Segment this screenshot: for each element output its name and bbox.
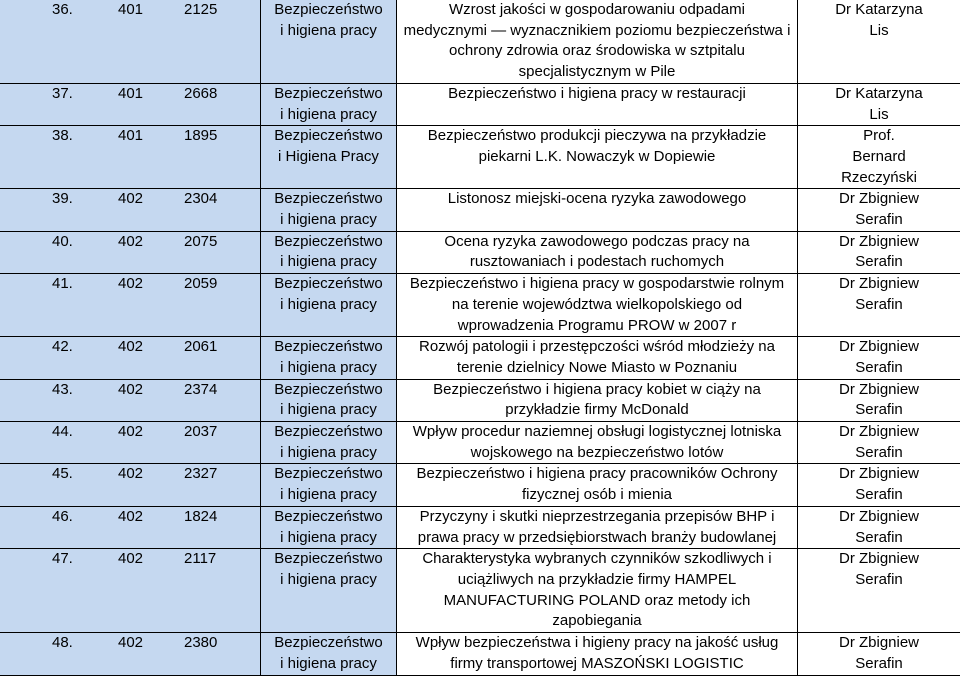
row-number: 40. xyxy=(52,232,73,250)
promoter-cell xyxy=(798,0,960,83)
thesis-title-line: rusztowaniach i podestach ruchomych xyxy=(469,253,725,271)
thesis-title-line: wprowadzenia Programu PROW w 2007 r xyxy=(457,316,737,334)
thesis-title-line: uciążliwych na przykładzie firmy HAMPEL xyxy=(457,570,737,588)
specialty-code: 402 xyxy=(118,275,144,293)
thesis-number: 2304 xyxy=(184,190,218,208)
number-cell xyxy=(0,189,261,231)
thesis-title-line: Rozwój patologii i przestępczości wśród młodzieży na xyxy=(419,338,775,356)
promoter-line: Dr Katarzyna xyxy=(835,84,923,102)
thesis-title-line: przykładzie firmy McDonald xyxy=(505,401,689,419)
specialty-line: Bezpieczeństwo xyxy=(274,84,383,102)
specialty-code: 402 xyxy=(118,423,144,441)
specialty-line: i higiena pracy xyxy=(280,358,377,376)
promoter-line: Serafin xyxy=(855,570,903,588)
promoter-line: Serafin xyxy=(855,401,903,419)
specialty-line: i higiena pracy xyxy=(280,253,377,271)
promoter-line: Dr Zbigniew xyxy=(838,634,920,652)
promoter-cell xyxy=(798,337,960,379)
specialty-line: i higiena pracy xyxy=(280,105,377,123)
title-cell xyxy=(397,189,798,231)
specialty-code: 402 xyxy=(118,634,144,652)
title-cell xyxy=(397,464,798,506)
number-cell xyxy=(0,126,261,189)
specialty-cell xyxy=(261,379,397,421)
promoter-line: Serafin xyxy=(855,443,903,461)
specialty-cell xyxy=(261,83,397,125)
table-row xyxy=(0,0,960,83)
specialty-line: i Higiena Pracy xyxy=(278,147,379,165)
row-number: 48. xyxy=(52,634,73,652)
title-cell xyxy=(397,379,798,421)
row-number: 47. xyxy=(52,550,73,568)
specialty-line: i higiena pracy xyxy=(280,528,377,546)
thesis-title-line: prawa pracy w przedsiębiorstwach branży budowlanej xyxy=(417,528,777,546)
specialty-code: 402 xyxy=(118,465,144,483)
specialty-line: i higiena pracy xyxy=(280,211,377,229)
row-identifiers xyxy=(0,232,260,253)
thesis-number: 2374 xyxy=(184,380,218,398)
thesis-number: 2075 xyxy=(184,232,218,250)
promoter-cell xyxy=(798,379,960,421)
specialty-code: 402 xyxy=(118,507,144,525)
promoter-line: Serafin xyxy=(855,253,903,271)
specialty-line: i higiena pracy xyxy=(280,401,377,419)
promoter-line: Serafin xyxy=(855,654,903,672)
number-cell xyxy=(0,633,261,675)
number-cell xyxy=(0,274,261,337)
thesis-title-line: Listonosz miejski-ocena ryzyka zawodowego xyxy=(447,190,747,208)
row-identifiers xyxy=(0,633,260,654)
title-cell xyxy=(397,633,798,675)
specialty-code: 402 xyxy=(118,380,144,398)
promoter-line: Dr Zbigniew xyxy=(838,232,920,250)
specialty-line: Bezpieczeństwo xyxy=(274,423,383,441)
specialty-line: Bezpieczeństwo xyxy=(274,465,383,483)
promoter-cell xyxy=(798,506,960,548)
table-row xyxy=(0,464,960,506)
specialty-line: i higiena pracy xyxy=(280,486,377,504)
thesis-number: 2037 xyxy=(184,423,218,441)
specialty-cell xyxy=(261,549,397,633)
thesis-title-line: fizycznej osób i mienia xyxy=(521,486,673,504)
title-cell xyxy=(397,126,798,189)
specialty-line: Bezpieczeństwo xyxy=(274,507,383,525)
row-identifiers xyxy=(0,189,260,210)
thesis-number: 2059 xyxy=(184,275,218,293)
promoter-line: Dr Katarzyna xyxy=(835,1,923,18)
number-cell xyxy=(0,549,261,633)
table-row xyxy=(0,506,960,548)
thesis-title-line: terenie dzielnicy Nowe Miasto w Poznaniu xyxy=(456,358,738,376)
promoter-line: Serafin xyxy=(855,358,903,376)
row-identifiers xyxy=(0,464,260,485)
number-cell xyxy=(0,0,261,83)
row-number: 43. xyxy=(52,380,73,398)
row-identifiers xyxy=(0,507,260,528)
table-row xyxy=(0,422,960,464)
table-row xyxy=(0,337,960,379)
promoter-line: Dr Zbigniew xyxy=(838,465,920,483)
thesis-number: 1895 xyxy=(184,127,218,145)
specialty-cell xyxy=(261,274,397,337)
promoter-cell xyxy=(798,633,960,675)
row-identifiers xyxy=(0,549,260,570)
thesis-number: 2380 xyxy=(184,634,218,652)
row-identifiers xyxy=(0,422,260,443)
thesis-number: 1824 xyxy=(184,507,218,525)
thesis-title-line: Bezpieczeństwo i higiena pracy w restauracji xyxy=(448,84,746,102)
thesis-title-line: specjalistycznym w Pile xyxy=(518,63,676,81)
thesis-title-line: zapobiegania xyxy=(552,612,642,630)
promoter-line: Dr Zbigniew xyxy=(838,338,920,356)
table-row xyxy=(0,189,960,231)
title-cell xyxy=(397,0,798,83)
number-cell xyxy=(0,231,261,273)
thesis-title-line: Bezpieczeństwo i higiena pracy w gospodarstwie rolnym xyxy=(409,275,785,293)
specialty-code: 402 xyxy=(118,338,144,356)
number-cell xyxy=(0,464,261,506)
specialty-line: Bezpieczeństwo xyxy=(274,232,383,250)
promoter-line: Serafin xyxy=(855,528,903,546)
thesis-title-line: na terenie województwa wielkopolskiego od xyxy=(451,295,743,313)
promoter-line: Dr Zbigniew xyxy=(838,380,920,398)
number-cell xyxy=(0,506,261,548)
row-identifiers xyxy=(0,337,260,358)
promoter-line: Bernard xyxy=(852,147,906,165)
promoter-cell xyxy=(798,189,960,231)
table-row xyxy=(0,231,960,273)
table-row xyxy=(0,549,960,633)
specialty-cell xyxy=(261,464,397,506)
thesis-title-line: Bezpieczeństwo i higiena pracy pracowników Ochrony xyxy=(416,465,778,483)
promoter-line: Rzeczyński xyxy=(841,168,917,186)
specialty-line: i higiena pracy xyxy=(280,443,377,461)
table-row xyxy=(0,274,960,337)
row-number: 36. xyxy=(52,1,73,18)
promoter-line: Lis xyxy=(869,105,889,123)
specialty-code: 401 xyxy=(118,127,144,145)
row-number: 46. xyxy=(52,507,73,525)
row-identifiers xyxy=(0,274,260,295)
specialty-line: i higiena pracy xyxy=(280,21,377,39)
specialty-cell xyxy=(261,0,397,83)
title-cell xyxy=(397,506,798,548)
row-number: 45. xyxy=(52,465,73,483)
specialty-line: i higiena pracy xyxy=(280,570,377,588)
specialty-cell xyxy=(261,231,397,273)
row-number: 44. xyxy=(52,423,73,441)
specialty-line: Bezpieczeństwo xyxy=(274,634,383,652)
row-identifiers xyxy=(0,84,260,105)
row-identifiers xyxy=(0,380,260,401)
row-identifiers xyxy=(0,126,260,147)
table-row xyxy=(0,83,960,125)
thesis-title-line: MANUFACTURING POLAND oraz metody ich xyxy=(443,591,751,609)
promoter-line: Dr Zbigniew xyxy=(838,275,920,293)
promoter-cell xyxy=(798,83,960,125)
thesis-title-line: Bezpieczeństwo i higiena pracy kobiet w ciąży na xyxy=(433,380,761,398)
table-row xyxy=(0,379,960,421)
specialty-line: Bezpieczeństwo xyxy=(274,550,383,568)
thesis-title-line: Wzrost jakości w gospodarowaniu odpadami xyxy=(449,1,745,18)
thesis-number: 2327 xyxy=(184,465,218,483)
promoter-cell xyxy=(798,126,960,189)
promoter-line: Dr Zbigniew xyxy=(838,507,920,525)
row-number: 38. xyxy=(52,127,73,145)
thesis-number: 2668 xyxy=(184,84,218,102)
promoter-cell xyxy=(798,422,960,464)
row-number: 39. xyxy=(52,190,73,208)
number-cell xyxy=(0,83,261,125)
thesis-title-line: Wpływ procedur naziemnej obsługi logistycznej lotniska xyxy=(412,423,782,441)
specialty-cell xyxy=(261,422,397,464)
thesis-title-line: piekarni L.K. Nowaczyk w Dopiewie xyxy=(478,147,716,165)
promoter-line: Dr Zbigniew xyxy=(838,550,920,568)
specialty-line: Bezpieczeństwo xyxy=(274,275,383,293)
thesis-title-line: medycznymi — wyznacznikiem poziomu bezpieczeństwa i xyxy=(403,21,791,39)
specialty-code: 402 xyxy=(118,232,144,250)
promoter-line: Prof. xyxy=(863,127,895,145)
thesis-title-line: wojskowego na bezpieczeństwo lotów xyxy=(470,443,724,461)
specialty-code: 402 xyxy=(118,190,144,208)
promoter-line: Serafin xyxy=(855,211,903,229)
thesis-title-line: Przyczyny i skutki nieprzestrzegania przepisów BHP i xyxy=(419,507,775,525)
specialty-cell xyxy=(261,337,397,379)
row-identifiers xyxy=(0,0,260,21)
row-number: 41. xyxy=(52,275,73,293)
thesis-title-line: ochrony zdrowia oraz środowiska w sztpitalu xyxy=(449,42,745,60)
title-cell xyxy=(397,83,798,125)
specialty-line: Bezpieczeństwo xyxy=(274,1,383,18)
specialty-cell xyxy=(261,126,397,189)
promoter-cell xyxy=(798,549,960,633)
number-cell xyxy=(0,337,261,379)
promoter-cell xyxy=(798,231,960,273)
specialty-code: 401 xyxy=(118,84,144,102)
thesis-title-line: Bezpieczeństwo produkcji pieczywa na przykładzie xyxy=(427,127,767,145)
thesis-number: 2125 xyxy=(184,1,218,18)
promoter-cell xyxy=(798,274,960,337)
specialty-cell xyxy=(261,189,397,231)
thesis-number: 2061 xyxy=(184,338,218,356)
specialty-line: i higiena pracy xyxy=(280,295,377,313)
thesis-number: 2117 xyxy=(184,550,217,568)
title-cell xyxy=(397,337,798,379)
number-cell xyxy=(0,422,261,464)
row-number: 37. xyxy=(52,84,73,102)
number-cell xyxy=(0,379,261,421)
specialty-line: Bezpieczeństwo xyxy=(274,127,383,145)
specialty-code: 402 xyxy=(118,550,144,568)
specialty-line: i higiena pracy xyxy=(280,654,377,672)
table-row xyxy=(0,126,960,189)
promoter-line: Dr Zbigniew xyxy=(838,190,920,208)
title-cell xyxy=(397,274,798,337)
table-row xyxy=(0,633,960,675)
title-cell xyxy=(397,549,798,633)
thesis-title-line: Ocena ryzyka zawodowego podczas pracy na xyxy=(444,232,750,250)
thesis-title-line: firmy transportowej MASZOŃSKI LOGISTIC xyxy=(450,654,744,672)
promoter-line: Serafin xyxy=(855,486,903,504)
specialty-cell xyxy=(261,633,397,675)
title-cell xyxy=(397,422,798,464)
promoter-cell xyxy=(798,464,960,506)
specialty-line: Bezpieczeństwo xyxy=(274,380,383,398)
thesis-title-line: Wpływ bezpieczeństwa i higieny pracy na jakość usług xyxy=(415,634,779,652)
promoter-line: Dr Zbigniew xyxy=(838,423,920,441)
row-number: 42. xyxy=(52,338,73,356)
specialty-line: Bezpieczeństwo xyxy=(274,190,383,208)
thesis-title-line: Charakterystyka wybranych czynników szkodliwych i xyxy=(422,550,772,568)
specialty-cell xyxy=(261,506,397,548)
specialty-line: Bezpieczeństwo xyxy=(274,338,383,356)
title-cell xyxy=(397,231,798,273)
specialty-code: 401 xyxy=(118,1,144,18)
promoter-line: Lis xyxy=(869,21,889,39)
promoter-line: Serafin xyxy=(855,295,903,313)
